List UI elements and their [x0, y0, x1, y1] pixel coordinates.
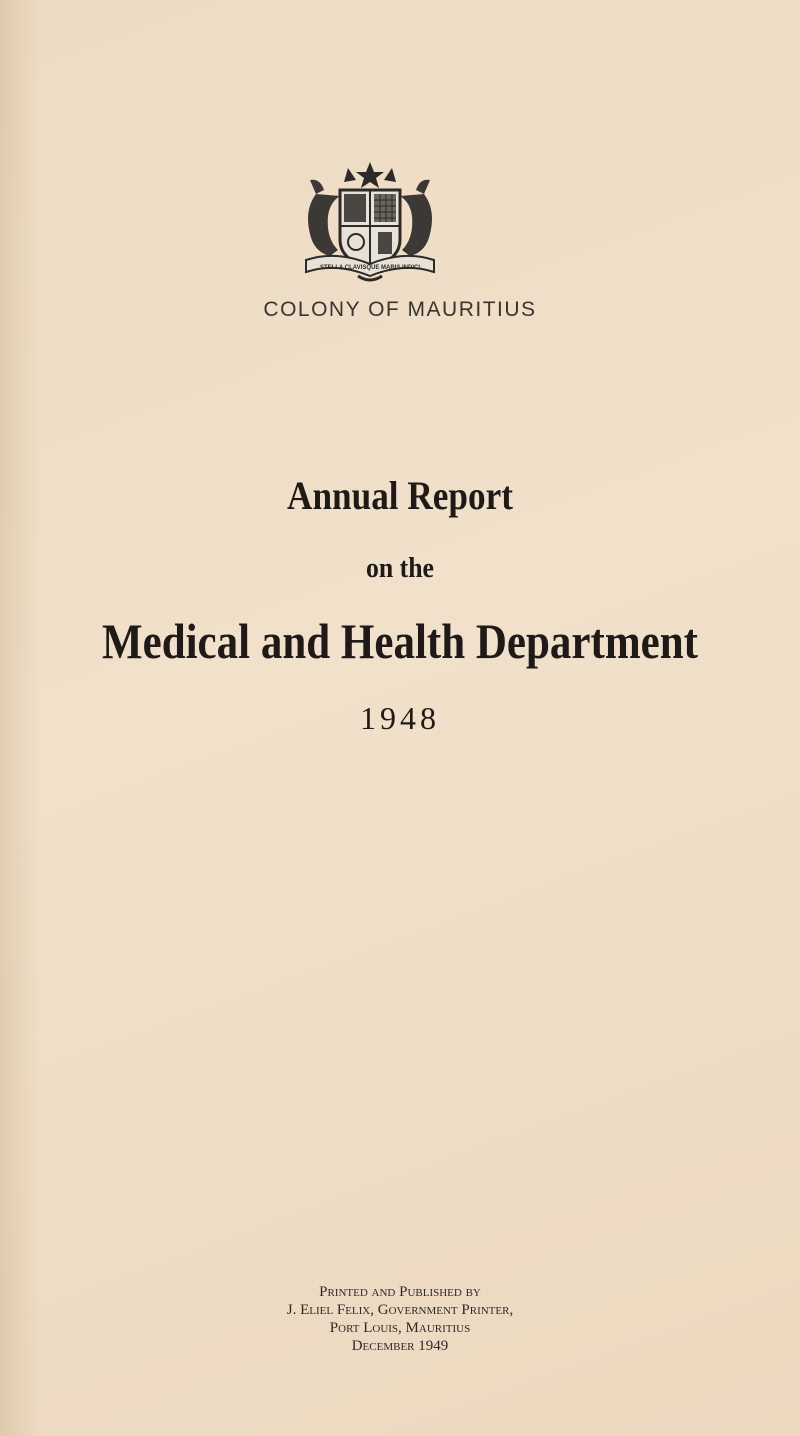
report-year: 1948: [360, 700, 440, 736]
imprint-line-3: Port Louis, Mauritius: [329, 1320, 471, 1336]
coat-of-arms-icon: [296, 160, 444, 288]
imprint-line-1: Printed and Published by: [319, 1284, 481, 1300]
title-department: Medical and Health Department: [102, 613, 698, 669]
printer-imprint: [0, 1283, 800, 1355]
title-on-the: on the: [366, 553, 434, 584]
imprint-line-4: December 1949: [351, 1338, 449, 1354]
colony-name: COLONY OF MAURITIUS: [263, 298, 537, 321]
imprint-line-2: J. Eliel Felix, Government Printer,: [286, 1302, 514, 1318]
title-annual-report: Annual Report: [287, 473, 513, 518]
emblem-motto: STELLA CLAVISQUE MARIS INDICI: [319, 265, 421, 271]
